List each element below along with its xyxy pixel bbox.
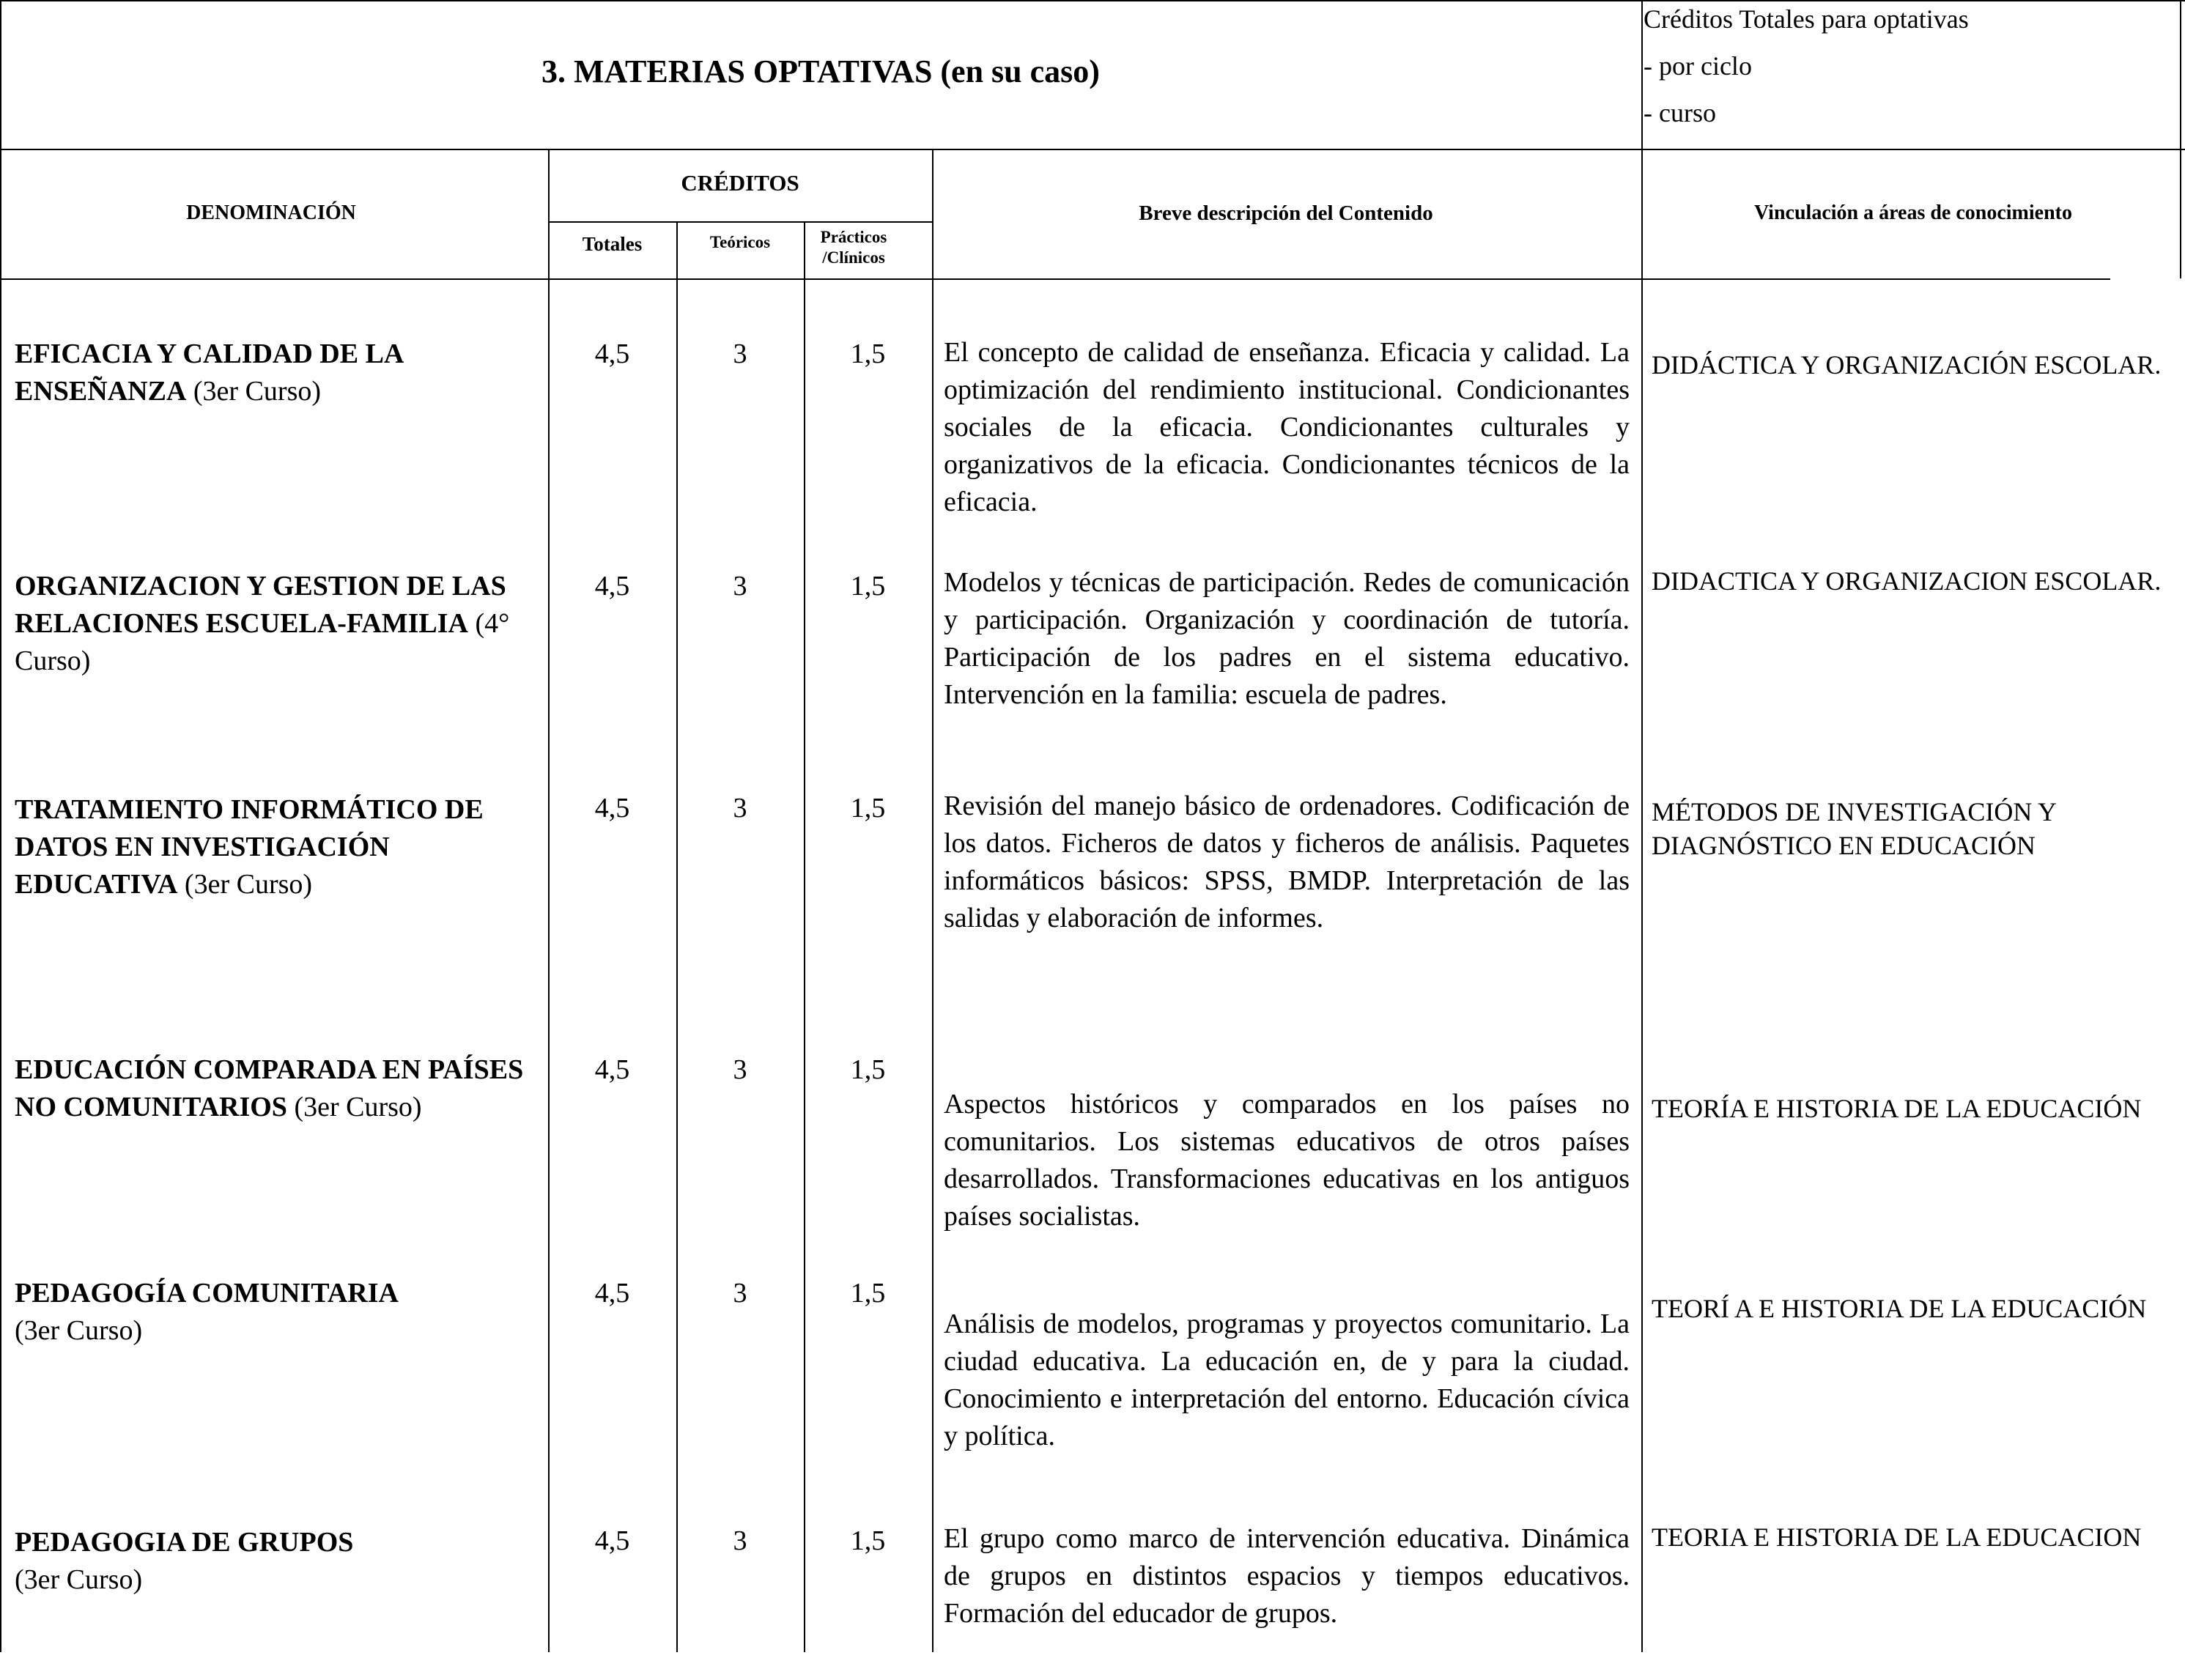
header-bottom-border: [0, 149, 2185, 150]
col-divider-teoricos: [804, 221, 805, 1652]
content-description: El grupo como marco de intervención educativa. Dinámica de grupos en distintos espacios y tiempos educativos. Formación del educador de grupos.: [944, 1523, 1630, 1629]
credits-practicos: 1,5: [850, 338, 886, 369]
column-header-bottom-border: [0, 278, 2110, 280]
col-divider-denom: [548, 149, 550, 1652]
subject-name: PEDAGOGÍA COMUNITARIA (3er Curso): [15, 1278, 399, 1346]
knowledge-area: DIDÁCTICA Y ORGANIZACIÓN ESCOLAR.: [1652, 350, 2162, 380]
subject-name: ORGANIZACION Y GESTION DE LAS RELACIONES ESCUELA-FAMILIA (4° Curso): [15, 571, 510, 676]
col-divider-descripcion: [1641, 0, 1643, 1652]
credits-totales: 4,5: [594, 1525, 630, 1556]
credits-practicos: 1,5: [850, 793, 886, 824]
column-header-vinculacion: Vinculación a áreas de conocimiento: [1754, 201, 2072, 224]
totals-line-ciclo: - por ciclo: [1644, 51, 1752, 81]
subject-name: TRATAMIENTO INFORMÁTICO DE DATOS EN INVESTIGACIÓN EDUCATIVA (3er Curso): [15, 794, 484, 900]
subject-name: EDUCACIÓN COMPARADA EN PAÍSES NO COMUNITARIOS (3er Curso): [15, 1054, 524, 1122]
content-description: Análisis de modelos, programas y proyectos comunitario. La ciudad educativa. La educación en, de y para la ciudad. Conocimiento e interpretación del entorno. Educación cívica y política.: [944, 1309, 1630, 1451]
subject-name: PEDAGOGIA DE GRUPOS (3er Curso): [15, 1527, 354, 1595]
credits-divider: [548, 221, 932, 223]
content-description: Revisión del manejo básico de ordenadores. Codificación de los datos. Ficheros de datos y ficheros de análisis. Paquetes informáticos básicos: SPSS, BMDP. Interpretación de las salidas y elaboración de informes.: [944, 791, 1630, 933]
credits-practicos: 1,5: [850, 571, 886, 602]
column-header-practicos: Prácticos /Clínicos: [820, 228, 887, 267]
credits-totales: 4,5: [594, 338, 630, 369]
left-border: [0, 0, 1, 1652]
credits-totales: 4,5: [594, 1278, 630, 1309]
credits-teoricos: 3: [733, 1054, 747, 1085]
credits-teoricos: 3: [733, 571, 747, 602]
subject-name: EFICACIA Y CALIDAD DE LA ENSEÑANZA (3er Curso): [15, 338, 403, 407]
section-title: 3. MATERIAS OPTATIVAS (en su caso): [541, 53, 1100, 89]
credits-totales: 4,5: [594, 1054, 630, 1085]
totals-label: Créditos Totales para optativas: [1644, 4, 1969, 34]
content-description: Modelos y técnicas de participación. Redes de comunicación y participación. Organización y coordinación de tutoría. Participación de los padres en el sistema educativo. Intervención en la familia: escuela de padres.: [944, 567, 1630, 710]
credits-practicos: 1,5: [850, 1525, 886, 1556]
credits-practicos: 1,5: [850, 1278, 886, 1309]
column-header-totales: Totales: [582, 233, 643, 255]
credits-practicos: 1,5: [850, 1054, 886, 1085]
content-description: Aspectos históricos y comparados en los países no comunitarios. Los sistemas educativos de otros países desarrollados. Transformaciones educativas en los antiguos países socialistas.: [944, 1089, 1630, 1232]
column-header-creditos: CRÉDITOS: [681, 170, 799, 196]
knowledge-area: TEORÍA E HISTORIA DE LA EDUCACIÓN: [1652, 1094, 2142, 1123]
column-header-denominacion: DENOMINACIÓN: [186, 201, 356, 224]
totals-box: [1644, 0, 1969, 136]
column-header-teoricos: Teóricos: [709, 233, 771, 251]
knowledge-area: TEORIA E HISTORIA DE LA EDUCACION: [1652, 1522, 2142, 1552]
knowledge-area: MÉTODOS DE INVESTIGACIÓN Y DIAGNÓSTICO EN EDUCACIÓN: [1652, 797, 2056, 860]
content-description: El concepto de calidad de enseñanza. Eficacia y calidad. La optimización del rendimiento institucional. Condicionantes sociales de la eficacia. Condicionantes culturales y organizativos de la eficacia. Condicionantes técnicos de la eficacia.: [944, 337, 1630, 517]
column-header-descripcion: Breve descripción del Contenido: [1139, 201, 1433, 225]
col-divider-practicos: [932, 149, 933, 1652]
right-border: [2180, 0, 2181, 278]
credits-teoricos: 3: [733, 1525, 747, 1556]
totals-line-curso: - curso: [1644, 98, 1716, 127]
knowledge-area: DIDACTICA Y ORGANIZACION ESCOLAR.: [1652, 566, 2162, 596]
credits-totales: 4,5: [594, 571, 630, 602]
credits-totales: 4,5: [594, 793, 630, 824]
credits-teoricos: 3: [733, 793, 747, 824]
credits-teoricos: 3: [733, 338, 747, 369]
col-divider-totales: [676, 221, 678, 1652]
credits-teoricos: 3: [733, 1278, 747, 1309]
knowledge-area: TEORÍ A E HISTORIA DE LA EDUCACIÓN: [1652, 1294, 2147, 1323]
